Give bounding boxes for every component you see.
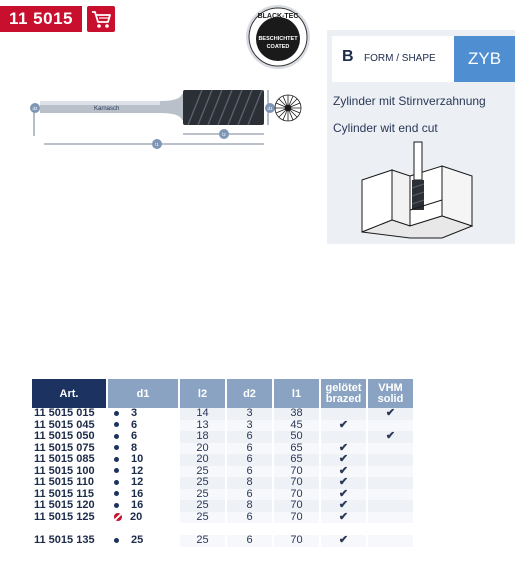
cell-l2: 20 [180, 443, 225, 455]
col-brazed-de: gelötet [325, 381, 362, 394]
cell-solid [368, 466, 413, 478]
cell-l2: 25 [180, 466, 225, 478]
cell-art: 11 5015 125 [34, 510, 95, 523]
cell-d1 [108, 512, 178, 524]
cell-d1 [108, 420, 178, 432]
in-stock-icon [114, 480, 119, 485]
tool-brand-label: Karnasch [94, 106, 120, 112]
cell-l1: 38 [274, 408, 319, 420]
cell-l2: 25 [180, 489, 225, 501]
shopping-cart-button[interactable] [87, 6, 115, 32]
in-stock-icon [114, 503, 119, 508]
shape-description-de: Zylinder mit Stirnverzahnung [333, 94, 486, 108]
in-stock-icon [114, 457, 119, 462]
article-group-badge: 11 5015 [0, 6, 82, 32]
cell-art: 11 5015 135 [34, 534, 95, 546]
cell-solid [368, 477, 413, 489]
cell-solid [368, 489, 413, 501]
article-spec-table [30, 379, 415, 547]
cell-art: 11 5015 075 [34, 441, 95, 454]
cell-brazed: ✔ [321, 466, 366, 478]
table-row[interactable] [32, 408, 413, 420]
in-stock-icon [114, 411, 119, 416]
cell-d1-value: 8 [131, 441, 138, 454]
cell-d1-value: 6 [131, 418, 138, 431]
cell-solid [368, 512, 413, 524]
in-stock-icon [114, 422, 119, 427]
cell-brazed: ✔ [321, 500, 366, 512]
seal-line1: BLACK-TEC [257, 13, 299, 20]
cell-brazed: ✔ [321, 443, 366, 455]
not-in-stock-icon [114, 513, 122, 521]
cell-solid: ✔ [368, 408, 413, 420]
col-l2-header: l2 [180, 379, 225, 408]
cell-d1-value: 10 [131, 453, 144, 465]
cell-solid [368, 443, 413, 455]
cell-d1-value: 3 [131, 407, 138, 419]
cell-l1: 70 [274, 512, 319, 524]
cell-solid [368, 454, 413, 466]
cell-d2: 6 [227, 466, 272, 478]
cell-brazed: ✔ [321, 489, 366, 501]
cell-l1: 70 [274, 489, 319, 501]
shape-code-badge: ZYB [454, 36, 515, 82]
cell-brazed: ✔ [321, 535, 366, 547]
cell-solid [368, 500, 413, 512]
table-row[interactable] [32, 535, 413, 547]
cell-brazed: ✔ [321, 512, 366, 524]
cell-brazed: ✔ [321, 477, 366, 489]
in-stock-icon [114, 434, 119, 439]
cell-solid [368, 535, 413, 547]
cell-d2: 8 [227, 500, 272, 512]
form-shape-label: FORM / SHAPE [364, 53, 436, 64]
col-art-header: Art. [32, 379, 106, 408]
cell-l2: 25 [180, 512, 225, 524]
cell-brazed: ✔ [321, 454, 366, 466]
col-brazed-header [321, 379, 366, 408]
col-solid-header [368, 379, 413, 408]
table-row[interactable] [32, 477, 413, 489]
cell-d2: 6 [227, 454, 272, 466]
table-header-row [32, 379, 413, 408]
cell-d1-value: 12 [131, 464, 144, 477]
cell-art: 11 5015 110 [34, 476, 94, 488]
burr-tool-drawing [20, 80, 305, 155]
col-brazed-en: brazed [325, 392, 362, 405]
form-letter: B [342, 48, 354, 65]
cell-solid: ✔ [368, 431, 413, 443]
cell-d1-value: 25 [131, 534, 144, 546]
cell-d1-value: 20 [130, 510, 143, 523]
cell-art: 11 5015 050 [34, 430, 95, 442]
cell-art: 11 5015 115 [34, 487, 94, 500]
cell-d2: 3 [227, 408, 272, 420]
cell-d2: 3 [227, 420, 272, 432]
cell-l1: 65 [274, 454, 319, 466]
in-stock-icon [114, 538, 119, 543]
cell-l1: 45 [274, 420, 319, 432]
seal-line3: COATED [266, 44, 290, 50]
dim-l1-label: l1 [155, 142, 159, 147]
shape-description-en: Cylinder wit end cut [333, 121, 438, 135]
dim-l2-label: l2 [222, 132, 226, 137]
cell-l1: 65 [274, 443, 319, 455]
cell-l2: 14 [180, 408, 225, 420]
col-d1-header: d1 [108, 379, 178, 408]
cell-d2: 6 [227, 512, 272, 524]
cell-d1 [108, 431, 178, 443]
cell-l1: 50 [274, 431, 319, 443]
cell-l2: 13 [180, 420, 225, 432]
col-solid-de: VHM [378, 381, 403, 394]
cell-d2: 8 [227, 477, 272, 489]
in-stock-icon [114, 445, 119, 450]
cell-art: 11 5015 100 [34, 464, 95, 477]
dim-d2-label: d2 [32, 106, 38, 111]
cell-d2: 6 [227, 489, 272, 501]
col-d2-header: d2 [227, 379, 272, 408]
cell-l2: 18 [180, 431, 225, 443]
cell-brazed [321, 408, 366, 420]
shopping-cart-icon [87, 6, 115, 32]
cell-d2: 6 [227, 443, 272, 455]
table-row[interactable] [32, 454, 413, 466]
cell-d1-value: 6 [131, 430, 138, 442]
cell-d1 [108, 535, 178, 547]
table-row[interactable] [32, 431, 413, 443]
black-tec-coated-seal [245, 4, 311, 70]
cell-l2: 25 [180, 535, 225, 547]
cell-brazed [321, 431, 366, 443]
cell-d1-value: 16 [131, 487, 144, 500]
dim-d1-label: d1 [267, 106, 273, 111]
cell-l1: 70 [274, 466, 319, 478]
cell-d2: 6 [227, 535, 272, 547]
application-illustration [352, 140, 482, 240]
cell-art: 11 5015 045 [34, 418, 95, 431]
cell-l1: 70 [274, 535, 319, 547]
cell-d1 [108, 500, 178, 512]
cell-d1-value: 12 [131, 476, 144, 488]
table-row[interactable] [32, 500, 413, 512]
cell-l2: 25 [180, 477, 225, 489]
seal-line2: BESCHICHTET [258, 36, 298, 42]
cell-d2: 6 [227, 431, 272, 443]
in-stock-icon [114, 491, 119, 496]
cell-art: 11 5015 120 [34, 499, 95, 511]
cell-d1 [108, 408, 178, 420]
col-l1-header: l1 [274, 379, 319, 408]
cell-brazed: ✔ [321, 420, 366, 432]
cell-art: 11 5015 085 [34, 453, 95, 465]
cell-art: 11 5015 015 [34, 407, 95, 419]
in-stock-icon [114, 468, 119, 473]
table-row[interactable] [32, 512, 413, 524]
cell-d1-value: 16 [131, 499, 144, 511]
cell-l2: 25 [180, 500, 225, 512]
cell-l1: 70 [274, 477, 319, 489]
col-solid-en: solid [377, 392, 404, 405]
cell-l1: 70 [274, 500, 319, 512]
cell-l2: 20 [180, 454, 225, 466]
